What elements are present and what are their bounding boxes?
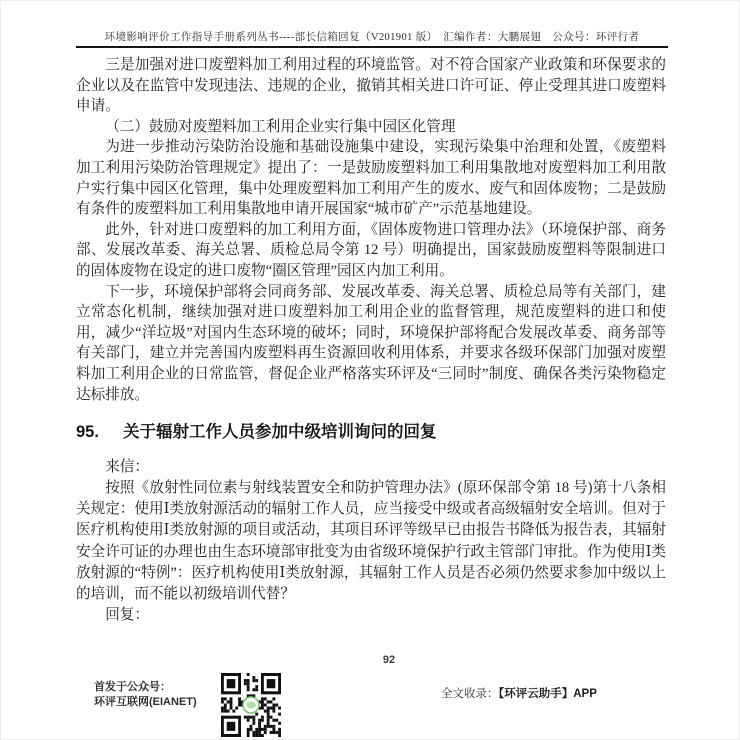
qr-code-svg (221, 673, 281, 737)
section-title: 关于辐射工作人员参加中级培训询问的回复 (122, 422, 437, 442)
publisher-note (94, 680, 197, 709)
collection-app-name: 【环评云助手】APP (498, 688, 597, 700)
body-paragraph-4: 下一步，环境保护部将会同商务部、发展改革委、海关总署、质检总局等有关部门，建立常态化机制，继续加强对进口废塑料加工利用企业的监督管理，规范废塑料的进口和使用，减少“洋垃圾”对国内生态环境的破坏；同时，环境保护部将配合发展改革委、商务部等有关部门，建立并完善国内废塑料再生资源回收利用体系，并要求各级环保部门加强对废塑料加工利用企业的日常监管，督促企业严格落实环评及“三同时”制度、确保各类污染物稳定达标排放。 (76, 283, 666, 403)
letter-block (76, 457, 666, 627)
letter-label: 来信： (105, 458, 149, 475)
section-number: 95. (76, 423, 99, 442)
body-paragraph-2: 为进一步推动污染防治设施和基础设施集中建设，实现污染集中治理和处置，《废塑料加工利用污染防治管理规定》提出了：一是鼓励废塑料加工利用集散地对废塑料加工利用散户实行集中园区化管理，集中处理废塑料加工利用产生的废水、废气和固体废物；二是鼓励有条件的废塑料加工利用集散地申请开展国家“城市矿产”示范基地建设。 (76, 139, 666, 218)
collection-note (441, 685, 597, 701)
header-rule (76, 46, 668, 48)
reply-label: 回复： (105, 607, 149, 624)
letter-paragraph: 按照《放射性同位素与射线装置安全和防护管理办法》(原环保部令第 18 号)第十八条相关规定：使用Ⅰ类放射源活动的辐射工作人员，应当接受中级或者高级辐射安全培训。但对于医疗机构使用Ⅰ类放射源的项目或活动，其项目环评等级早已由报告书降低为报告表，其辐射安全许可证的办理也由生态环境部审批变为由省级环境保护行政主管部门审批。作为使用Ⅰ类放射源的“特例”：医疗机构使用Ⅰ类放射源，其辐射工作人员是否必须仍然要求参加中级以上的培训，而不能以初级培训代替？ (76, 479, 666, 602)
publisher-line-2: 环评互联网(EIANET) (94, 695, 197, 708)
publisher-line-1: 首发于公众号： (94, 681, 171, 693)
header-title: 环境影响评价工作指导手册系列丛书----部长信箱回复（V201901 版） 汇编作者：大鹏展翅 公众号：环评行者 (104, 32, 640, 43)
body-paragraph-1: 三是加强对进口废塑料加工利用过程的环境监管。对不符合国家产业政策和环保要求的企业以及在监管中发现违法、违规的企业，撤销其相关进口许可证、停止受理其进口废塑料申请。 (76, 57, 666, 115)
collection-prefix: 全文收录： (441, 688, 499, 700)
body-subheading: （二）鼓励对废塑料加工利用企业实行集中园区化管理 (105, 118, 456, 135)
qr-code-image (221, 673, 281, 737)
page-number: 92 (382, 654, 396, 666)
document-body (76, 55, 666, 626)
body-paragraph-3: 此外，针对进口废塑料的加工利用方面，《固体废物进口管理办法》（环境保护部、商务部、发展改革委、海关总署、质检总局令第 12 号）明确提出，国家鼓励废塑料等限制进口的固体废物在设定的进口废物“圈区管理”园区内加工利用。 (76, 221, 666, 279)
section-heading (76, 422, 666, 443)
